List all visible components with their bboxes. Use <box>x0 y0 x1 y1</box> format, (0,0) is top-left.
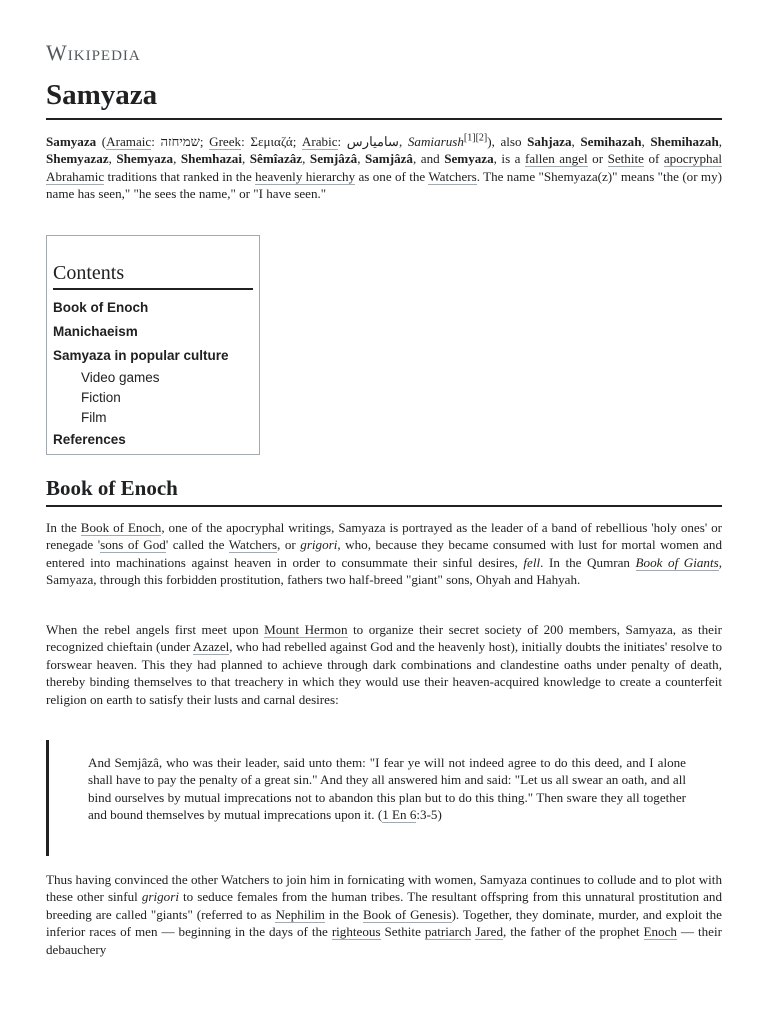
alt-name: Shemyazaz <box>46 151 109 167</box>
toc-item-popular-culture[interactable]: Samyaza in popular culture <box>53 348 229 363</box>
link-nephilim[interactable]: Nephilim <box>275 906 325 922</box>
link-apocryphal[interactable]: apocryphal <box>663 151 723 167</box>
alt-name: Semjâzâ <box>309 151 358 167</box>
alt-name: Semihazah <box>580 134 642 149</box>
link-book-of-giants-text: Book of Giants <box>635 554 719 570</box>
alt-name: Semyaza <box>444 151 494 167</box>
text: — their debauchery <box>46 924 722 957</box>
alt-name: Shemhazai <box>180 151 242 167</box>
link-book-of-enoch[interactable]: Book of Enoch <box>80 520 162 535</box>
toc-item-manichaeism[interactable]: Manichaeism <box>53 324 138 339</box>
aramaic-text: שמיחזה <box>160 134 200 149</box>
lead-text: . The name "Shemyaza(z)" means "the (or my) name has seen," "he sees the name," or "I have seen." <box>46 168 723 202</box>
link-1-en-6[interactable]: 1 En 6 <box>382 807 417 823</box>
term-fell: fell <box>523 554 541 570</box>
link-azazel[interactable]: Azazel <box>192 639 230 655</box>
link-book-of-giants[interactable] <box>636 555 719 571</box>
section-heading-book-of-enoch: Book of Enoch <box>46 476 722 507</box>
ref-2[interactable]: [2] <box>475 132 488 144</box>
text: , the father of the prophet <box>503 924 644 940</box>
lead-text: , is a <box>493 151 525 167</box>
text: , or <box>277 537 301 553</box>
paragraph-3 <box>46 871 722 958</box>
link-jared[interactable]: Jared <box>475 924 503 940</box>
text: , Samyaza, through this forbidden prostitution, fathers two half-breed "giant" sons, Ohyah and Hahyah. <box>46 554 722 588</box>
link-aramaic[interactable]: Aramaic <box>106 134 152 149</box>
text: to seduce females from the human tribes. The resultant offspring from this unnatural prostitution and breeding are called "giants" (referred to as <box>46 889 723 922</box>
link-patriarch[interactable]: patriarch <box>424 924 472 940</box>
table-of-contents <box>46 235 260 455</box>
alt-name: Shemyaza <box>116 151 174 167</box>
text: Thus having convinced the other Watchers to join him in fornicating with women, Samyaza continues to collude and to plot with these other sinful <box>46 872 722 905</box>
text: And Semjâzâ, who was their leader, said unto them: "I fear ye will not indeed agree to do this deed, and I alone shall have to pay the penalty of a great sin." And they all answered him and said: "Let us all swear an oath, and all bind ourselves by mutual imprecations not to abandon this plan but to do this thing." Then sware they all together and bound themselves by mutual imprecations upon it. ( <box>88 755 686 823</box>
paragraph-2 <box>46 621 722 708</box>
link-righteous[interactable]: righteous <box>331 924 381 940</box>
lead-text: as one of the <box>355 168 429 184</box>
toc-item-references[interactable]: References <box>53 432 126 447</box>
alt-name: Shemihazah <box>650 134 719 149</box>
paragraph-1 <box>46 519 722 589</box>
alt-name: Sêmîazâz <box>249 151 303 167</box>
link-book-of-genesis[interactable]: Book of Genesis <box>362 906 452 922</box>
link-greek[interactable]: Greek <box>209 134 242 149</box>
wikipedia-logo[interactable]: Wikipedia <box>46 40 141 65</box>
text: in the <box>324 906 363 922</box>
link-sethite[interactable]: Sethite <box>607 151 644 167</box>
quote-text <box>88 754 686 824</box>
text: When the rebel angels first meet upon <box>46 622 265 637</box>
alt-name: Sahjaza <box>527 134 572 149</box>
greek-text: Σεμιαζά <box>250 134 293 149</box>
link-arabic[interactable]: Arabic <box>301 134 338 149</box>
toc-list <box>53 296 253 452</box>
toc-item-film[interactable]: Film <box>81 410 107 425</box>
text: ). Together, they dominate, murder, and exploit the inferior races of men — beginning in the days of the <box>46 906 722 940</box>
transliteration: Samiarush <box>407 134 464 149</box>
alt-name: Samjâzâ <box>364 151 413 167</box>
lead-text: of <box>643 151 664 167</box>
lead-text: ), also <box>487 134 528 149</box>
lead-paragraph: Samyaza (Aramaic: שמיחזה; Greek: Σεμιαζά; Arabic: ساميارس, Samiarush[1][2]), also Sahjaza, Semihazah, Shemihazah, Shemyazaz, Shemyaza, Shemhazai, Sêmîazâz, Semjâzâ, Samjâzâ, and Semyaza, is a fallen angel or Sethite of apocryphal Abrahamic traditions that ranked in the heavenly hierarchy as one of the Watchers. The name "Shemyaza(z)" means "the (or my) name has seen," "he sees the name," or "I have seen." <box>46 132 723 202</box>
ref-1[interactable]: [1] <box>463 132 476 144</box>
toc-title: Contents <box>53 262 253 290</box>
lead-text: or <box>587 151 608 167</box>
link-heavenly-hierarchy[interactable]: heavenly hierarchy <box>255 168 356 184</box>
lead-term: Samyaza <box>46 134 97 149</box>
text: , one of the apocryphal writings, Samyaza is portrayed as the leader of a band of rebellious 'holy ones' or renegade ' <box>46 520 723 553</box>
text: Sethite <box>380 924 425 940</box>
term-grigori: grigori <box>300 537 338 553</box>
link-watchers-2[interactable]: Watchers <box>228 537 278 553</box>
link-fallen-angel[interactable]: fallen angel <box>524 151 588 167</box>
text: , who, because they became consumed with lust for mortal women and entered into machinations against heaven in order to consummate their sinful desires, <box>46 537 723 570</box>
text: . In the Qumran <box>540 554 636 570</box>
link-watchers[interactable]: Watchers <box>428 168 477 184</box>
lead-text: traditions that ranked in the <box>104 168 256 184</box>
term-grigori: grigori <box>141 889 179 905</box>
link-abrahamic[interactable]: Abrahamic <box>46 168 105 184</box>
link-sons-of-god[interactable]: sons of God <box>100 537 166 553</box>
page-title: Samyaza <box>46 78 722 120</box>
text: :3-5) <box>416 807 442 823</box>
toc-item-fiction[interactable]: Fiction <box>81 390 121 405</box>
arabic-text: ساميارس <box>346 134 400 149</box>
blockquote <box>46 740 725 856</box>
text: ' called the <box>165 537 229 553</box>
toc-item-video-games[interactable]: Video games <box>81 370 160 385</box>
text: In the <box>46 520 81 535</box>
link-enoch[interactable]: Enoch <box>643 924 677 940</box>
link-mount-hermon[interactable]: Mount Hermon <box>264 622 348 637</box>
text: , who had rebelled against God and the heavenly host), initially doubts the initiates' resolve to forswear heaven. This they had planned to achieve through dark combinations and clandestine oaths under penalty of death, thereby binding themselves to that treachery in which they would use their heaven-acquired knowledge to create a counterfeit religion on earth to satisfy their lusts and carnal desires: <box>46 639 722 707</box>
toc-item-book-of-enoch[interactable]: Book of Enoch <box>53 300 149 315</box>
text: to organize their secret society of 200 members, Samyaza, as their recognized chieftain (under <box>46 622 722 655</box>
lead-text: and <box>420 151 440 167</box>
